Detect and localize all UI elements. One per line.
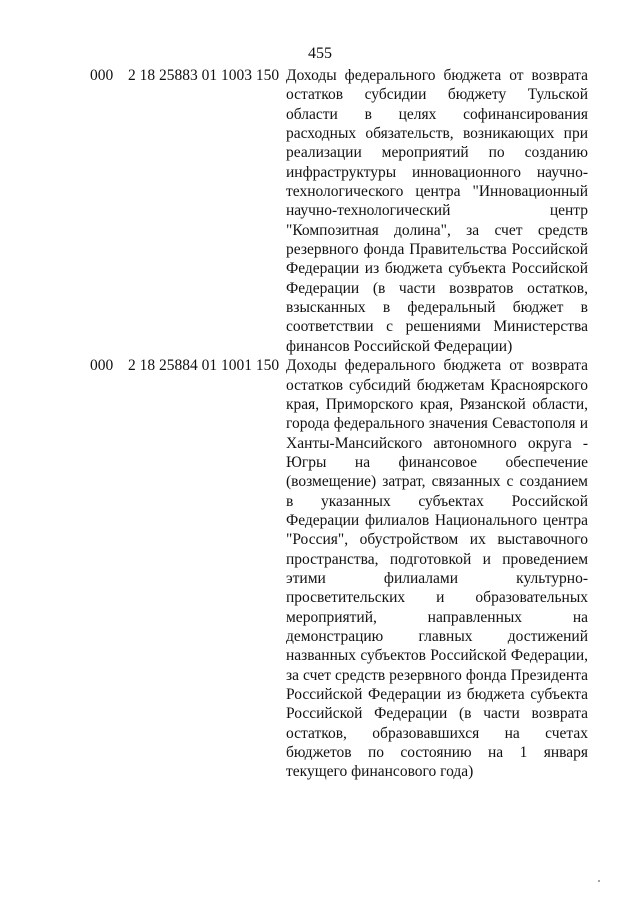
revenue-description: Доходы федерального бюджета от возврата остатков субсидий бюджетам Красноярского края, Приморского края, Рязанской области, города федерального значения Севастополя и Ханты-Мансийского автономного округа - Югры на финансовое обеспечение (возмещение) затрат, связанных с созданием в указанных субъектах Российской Федерации филиалов Национального центра "Россия", обустройством их выставочного пространства, подготовкой и проведением этими филиалами культурно-просветительских и образовательных мероприятий, направленных на демонстрацию главных достижений названных субъектов Российской Федерации, за счет средств резервного фонда Президента Российской Федерации из бюджета субъекта Российской Федерации (в части возврата остатков, образовавшихся на счетах бюджетов по состоянию на 1 января текущего финансового года) [286,357,588,781]
scan-speck [598,880,600,882]
page-number: 455 [308,45,332,62]
admin-code: 000 [90,357,114,375]
budget-classification-code: 2 18 25884 01 1001 150 [128,357,280,375]
admin-code: 000 [90,67,114,84]
table-row [90,66,590,356]
table-row [90,356,590,782]
budget-code-table [90,66,590,782]
budget-classification-code: 2 18 25883 01 1003 150 [128,67,280,84]
revenue-description: Доходы федерального бюджета от возврата остатков субсидии бюджету Тульской области в целях софинансирования расходных обязательств, возникающих при реализации мероприятий по созданию инфраструктуры инновационного научно-технологического центра "Инновационный научно-технологический центр "Композитная долина", за счет средств резервного фонда Правительства Российской Федерации из бюджета субъекта Российской Федерации (в части возвратов остатков, взысканных в федеральный бюджет в соответствии с решениями Министерства финансов Российской Федерации) [286,67,588,355]
